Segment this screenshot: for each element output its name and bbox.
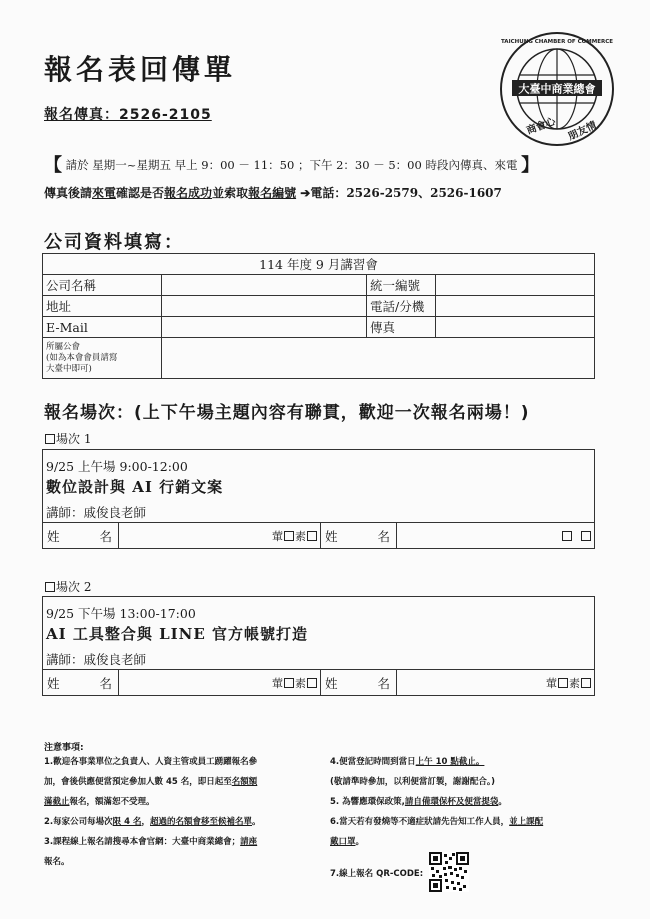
note-underline: 請座	[240, 837, 258, 847]
bracket-open: 【	[44, 155, 62, 176]
meat-checkbox[interactable]	[558, 678, 568, 688]
address-input[interactable]	[162, 296, 367, 317]
note-text: 報名，額滿恕不受理。	[69, 797, 155, 807]
session-1-attendee-row	[43, 522, 594, 548]
meat-checkbox[interactable]	[562, 531, 572, 541]
note-text: 6.當天若有發燒等不適症狀請先告知工作人員，	[330, 817, 510, 827]
note-text: 4.便當登記時間到當日	[330, 757, 416, 767]
contact-hours	[44, 151, 539, 177]
notes-right-column	[330, 752, 590, 892]
name-label	[43, 523, 119, 548]
note-text: 5. 為響應環保政策,	[330, 797, 405, 807]
note-underline: 超過的名額會移至候補名單	[150, 817, 253, 827]
veg-checkbox[interactable]	[307, 531, 317, 541]
veg-option-label: 素	[569, 676, 580, 690]
note-3	[44, 832, 306, 852]
note-underline: 滿截止	[44, 797, 70, 807]
logo-motto-right: 朋友情	[566, 120, 599, 143]
checkbox-icon[interactable]	[45, 434, 55, 444]
fax-number: 報名傳真：2526-2105	[44, 107, 212, 123]
name-label-surname: 姓	[325, 528, 338, 544]
veg-option-label: 素	[295, 529, 306, 543]
note-4-cont	[330, 772, 590, 792]
note-underline: 名額額	[231, 777, 258, 787]
confirm-call: 來電	[92, 186, 117, 200]
session-1-checkbox[interactable]	[44, 430, 91, 447]
association-label-line: 大臺中即可)	[46, 363, 92, 374]
logo-motto-left: 商會心	[525, 116, 558, 137]
fax-input[interactable]	[436, 317, 595, 338]
phone-input[interactable]	[436, 296, 595, 317]
note-underline: 請自備環保杯及便當提袋	[404, 797, 499, 807]
checkbox-icon[interactable]	[45, 582, 55, 592]
note-1	[44, 752, 306, 772]
hours-text: 請於 星期一~星期五 早上 9：00 － 11：50 ；下午 2：30 － 5：00 時段內傳真、來電	[65, 158, 518, 172]
tax-id-input[interactable]	[436, 275, 595, 296]
session-2-label: 場次 2	[56, 580, 92, 594]
email-input[interactable]	[162, 317, 367, 338]
name-label	[321, 670, 397, 695]
logo-name: 大臺中商業總會	[518, 82, 596, 96]
note-underline: 上午 10 點截止。	[415, 757, 485, 767]
veg-checkbox[interactable]	[581, 531, 591, 541]
note-text: ，	[141, 817, 151, 827]
email-label: E-Mail	[43, 317, 162, 338]
veg-checkbox[interactable]	[307, 678, 317, 688]
attendee-1-input[interactable]	[119, 523, 321, 548]
note-1-cont	[44, 772, 306, 792]
confirm-text: 傳真後請	[44, 186, 93, 200]
name-label	[321, 523, 397, 548]
confirm-text: 確認是否	[116, 186, 165, 200]
session-1-time: 9/25 上午場 9:00-12:00	[46, 459, 188, 474]
note-5	[330, 792, 590, 812]
session-2-time: 9/25 下午場 13:00-17:00	[46, 606, 196, 621]
note-2	[44, 812, 306, 832]
session-2-block	[42, 596, 595, 696]
session-2-attendee-row	[43, 669, 594, 695]
note-text: (敬請準時參加，以利便當訂製，謝謝配合。)	[330, 777, 496, 787]
note-text: 報名。	[44, 857, 70, 867]
confirm-instructions	[44, 184, 502, 201]
session-1-speaker: 講師：戚俊良老師	[46, 505, 147, 520]
session-1-topic: 數位設計與 AI 行銷文案	[46, 478, 224, 496]
veg-option-label: 素	[295, 676, 306, 690]
name-label-given: 名	[99, 675, 112, 691]
session-2-speaker: 講師：戚俊良老師	[46, 652, 147, 667]
name-label-given: 名	[377, 675, 390, 691]
company-section-title: 公司資料填寫：	[44, 232, 184, 253]
note-text: 。	[498, 797, 507, 807]
note-text: 2.每家公司每場次	[44, 817, 113, 827]
note-underline: 限 4 名	[112, 817, 142, 827]
veg-checkbox[interactable]	[581, 678, 591, 688]
meat-checkbox[interactable]	[284, 531, 294, 541]
name-label-surname: 姓	[47, 675, 60, 691]
meat-option-label: 葷	[272, 529, 283, 543]
company-table-title: 114 年度 9 月講習會	[43, 254, 595, 275]
sessions-section-title: 報名場次：(上下午場主題內容有聯貫，歡迎一次報名兩場！)	[44, 403, 530, 423]
session-1-block	[42, 449, 595, 549]
note-underline: 並上課配	[509, 817, 544, 827]
confirm-number: 報名編號	[248, 186, 297, 200]
company-name-label: 公司名稱	[43, 275, 162, 296]
note-6-cont	[330, 832, 590, 852]
note-text: 。	[355, 837, 365, 847]
meat-option-label: 葷	[272, 676, 283, 690]
note-text: 7.線上報名 QR-CODE:	[330, 869, 424, 879]
attendee-2-input[interactable]	[397, 670, 594, 695]
chamber-logo	[498, 30, 616, 148]
session-2-topic: AI 工具整合與 LINE 官方帳號打造	[46, 625, 309, 643]
name-label-given: 名	[377, 528, 390, 544]
note-underline: 戴口罩	[330, 837, 356, 847]
qr-code-icon[interactable]	[429, 852, 469, 892]
confirm-phone: ➔電話：2526-2579、2526-1607	[296, 186, 502, 200]
note-3-cont	[44, 852, 306, 872]
confirm-success: 報名成功	[164, 186, 213, 200]
fax-label: 傳真	[367, 317, 436, 338]
name-label-surname: 姓	[47, 528, 60, 544]
bracket-close: 】	[521, 155, 540, 176]
meat-option-label: 葷	[546, 676, 557, 690]
note-text: 。	[252, 817, 261, 827]
note-text: 1.歡迎各事業單位之負責人、人資主管或員工踴躍報名參	[44, 757, 258, 767]
confirm-text: 並索取	[212, 186, 249, 200]
session-2-checkbox[interactable]	[44, 578, 91, 595]
session-1-label: 場次 1	[56, 432, 92, 446]
meat-checkbox[interactable]	[284, 678, 294, 688]
name-label-given: 名	[99, 528, 112, 544]
attendee-1-input[interactable]	[119, 670, 321, 695]
note-4	[330, 752, 590, 772]
note-6	[330, 812, 590, 832]
note-1-cont	[44, 792, 306, 812]
phone-label: 電話/分機	[367, 296, 436, 317]
company-table	[42, 253, 595, 379]
name-label	[43, 670, 119, 695]
company-name-input[interactable]	[162, 275, 367, 296]
address-label: 地址	[43, 296, 162, 317]
association-label	[43, 338, 162, 379]
logo-top-text: TAICHUNG CHAMBER OF COMMERCE	[500, 39, 614, 45]
note-text: 加，會後供應便當預定參加人數 45 名，即日起至	[44, 777, 232, 787]
notes-left-column	[44, 752, 306, 872]
page-title: 報名表回傳單	[44, 53, 237, 86]
tax-id-label: 統一編號	[367, 275, 436, 296]
notes-title: 注意事項:	[44, 743, 84, 753]
association-label-line: (如為本會會員請寫	[46, 352, 118, 363]
association-label-line: 所屬公會	[46, 341, 81, 352]
attendee-2-input[interactable]	[397, 523, 594, 548]
note-text: 3.課程線上報名請搜尋本會官網：大臺中商業總會；	[44, 837, 241, 847]
association-input[interactable]	[162, 338, 595, 379]
name-label-surname: 姓	[325, 675, 338, 691]
note-7	[330, 852, 590, 892]
